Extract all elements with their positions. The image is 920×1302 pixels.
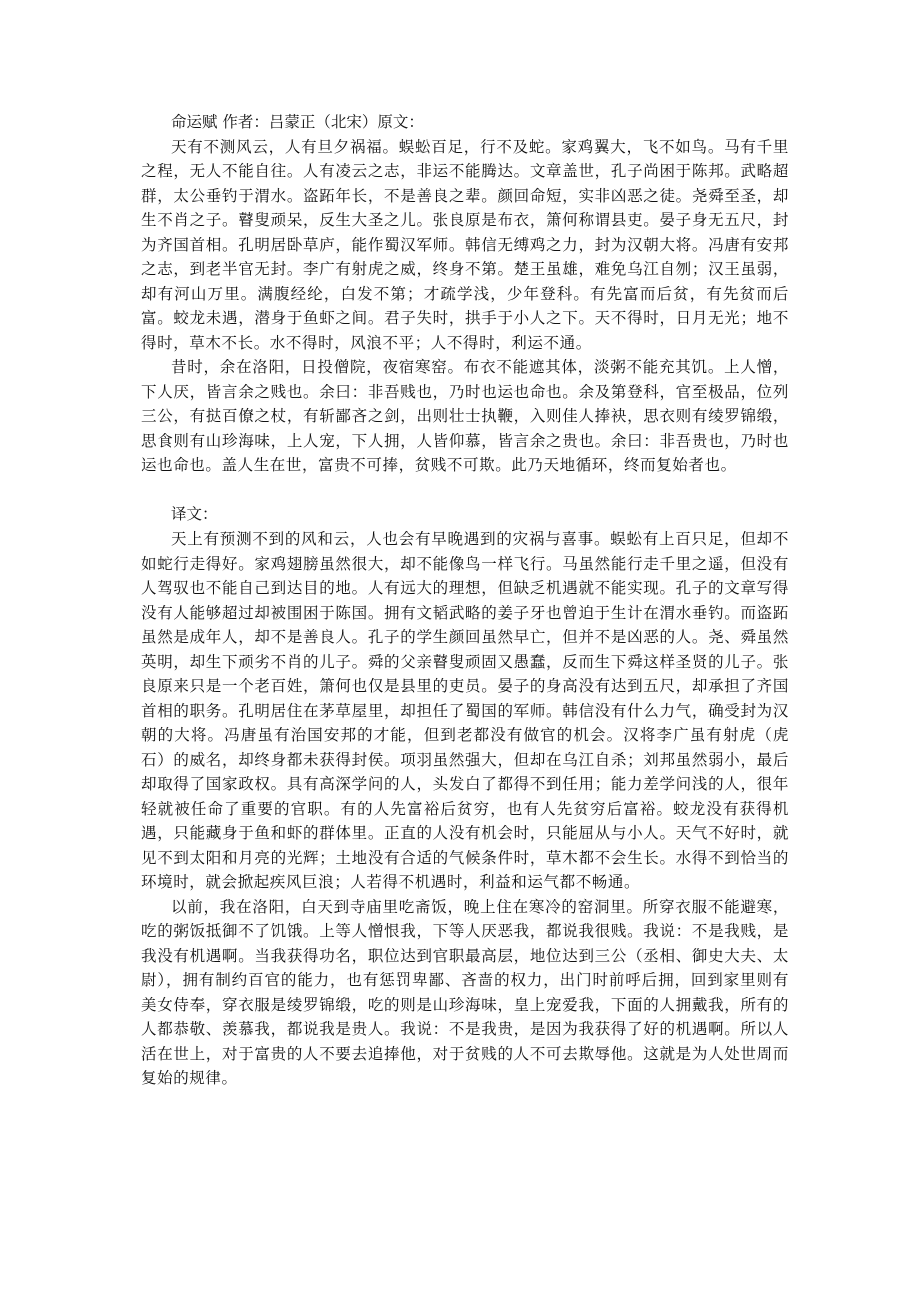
document-title: 命运赋 作者：吕蒙正（北宋）原文：: [171, 113, 424, 131]
translation-heading: 译文：: [171, 504, 218, 523]
translation-paragraph-1: 天上有预测不到的风和云，人也会有早晚遇到的灾祸与喜事。蜈蚣有上百只足，但却不如蛇行走得好。家鸡翅膀虽然很大，却不能像鸟一样飞行。马虽然能行走千里之遥，但没有人驾驭也不能自己到达目的地。人有远大的理想，但缺乏机遇就不能实现。孔子的文章写得没有人能够超过却被围困于陈国。拥有文韬武略的姜子牙也曾迫于生计在渭水垂钓。而盗跖虽然是成年人，却不是善良人。孔子的学生颜回虽然早亡，但并不是凶恶的人。尧、舜虽然英明，却生下顽劣不肖的儿子。舜的父亲瞽叟顽固又愚蠢，反而生下舜这样圣贤的儿子。张良原来只是一个老百姓，箫何也仅是县里的吏员。晏子的身高没有达到五尺，却承担了齐国首相的职务。孔明居住在茅草屋里，却担任了蜀国的军师。韩信没有什么力气，确受封为汉朝的大将。冯唐虽有治国安邦的才能，但到老都没有做官的机会。汉将李广虽有射虎（虎石）的威名，却终身都未获得封侯。项羽虽然强大，但却在乌江自杀；刘邦虽然弱小，最后却取得了国家政权。具有高深学问的人，头发白了都得不到任用；能力差学问浅的人，很年轻就被任命了重要的官职。有的人先富裕后贫穷，也有人先贫穷后富裕。蛟龙没有获得机遇，只能藏身于鱼和虾的群体里。正直的人没有机会时，只能屈从与小人。天气不好时，就见不到太阳和月亮的光辉；土地没有合适的气候条件时，草木都不会生长。水得不到恰当的环境时，就会掀起疾风巨浪；人若得不机遇时，利益和运气都不畅通。: [141, 530, 789, 891]
original-paragraph-2: 昔时，余在洛阳，日投僧院，夜宿寒窑。布衣不能遮其体，淡粥不能充其饥。上人憎，下人厌，皆言余之贱也。余曰：非吾贱也，乃时也运也命也。余及第登科，官至极品，位列三公，有挞百僚之杖，有斩鄙吝之剑，出则壮士执鞭，入则佳人捧袂，思衣则有绫罗锦缎，思食则有山珍海味，上人宠，下人拥，人皆仰慕，皆言余之贵也。余曰：非吾贵也，乃时也运也命也。盖人生在世，富贵不可捧，贫贱不可欺。此乃天地循环，终而复始者也。: [141, 358, 789, 474]
document-page: [141, 110, 789, 1091]
translation-paragraph-2: 以前，我在洛阳，白天到寺庙里吃斋饭，晚上住在寒冷的窑洞里。所穿衣服不能避寒，吃的粥饭抵御不了饥饿。上等人憎恨我，下等人厌恶我，都说我很贱。我说：不是我贱，是我没有机遇啊。当我获得功名，职位达到官职最高层，地位达到三公（丞相、御史大夫、太尉），拥有制约百官的能力，也有惩罚卑鄙、吝啬的权力，出门时前呼后拥，回到家里则有美女侍奉，穿衣服是绫罗锦缎，吃的则是山珍海味，皇上宠爱我，下面的人拥戴我，所有的人都恭敬、羡慕我，都说我是贵人。我说：不是我贵，是因为我获得了好的机遇啊。所以人活在世上，对于富贵的人不要去追捧他，对于贫贱的人不可去欺辱他。这就是为人处世周而复始的规律。: [141, 897, 789, 1087]
original-paragraph-1: 天有不测风云，人有旦夕祸福。蜈蚣百足，行不及蛇。家鸡翼大，飞不如鸟。马有千里之程，无人不能自往。人有凌云之志，非运不能腾达。文章盖世，孔子尚困于陈邦。武略超群，太公垂钓于渭水。盗跖年长，不是善良之辈。颜回命短，实非凶恶之徒。尧舜至圣，却生不肖之子。瞽叟顽呆，反生大圣之儿。张良原是布衣，箫何称谓县吏。晏子身无五尺，封为齐国首相。孔明居卧草庐，能作蜀汉军师。韩信无缚鸡之力，封为汉朝大将。冯唐有安邦之志，到老半官无封。李广有射虎之威，终身不第。楚王虽雄，难免乌江自刎；汉王虽弱，却有河山万里。满腹经纶，白发不第；才疏学浅，少年登科。有先富而后贫，有先贫而后富。蛟龙未遇，潜身于鱼虾之间。君子失时，拱手于小人之下。天不得时，日月无光；地不得时，草木不长。水不得时，风浪不平；人不得时，利运不通。: [141, 137, 789, 352]
section-gap: [141, 478, 789, 502]
